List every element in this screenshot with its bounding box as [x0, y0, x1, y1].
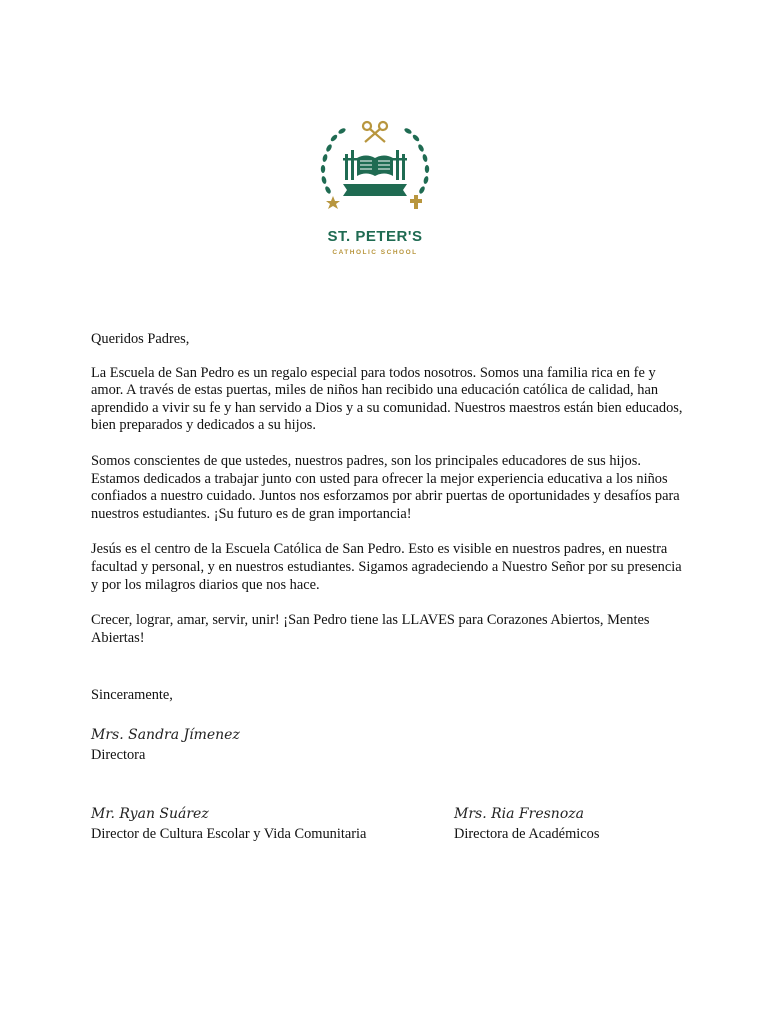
crest-icon [315, 118, 435, 228]
signature-culture-director [91, 806, 366, 843]
closing: Sinceramente, [91, 687, 173, 703]
signature-academics-director [454, 806, 599, 843]
school-name: ST. PETER'S [327, 228, 423, 245]
paragraph-4: Crecer, lograr, amar, servir, unir! ¡San Pedro tiene las LLAVES para Corazones Abiertos, Mentes Abiertas! [91, 612, 650, 646]
signature-title: Directora [91, 747, 146, 763]
paragraph-2: Somos conscientes de que ustedes, nuestros padres, son los principales educadores de sus hijos. Estamos dedicados a trabajar junto con usted para ofrecer la mejor experiencia educativa a los niños confiados a nuestro cuidado. Juntos nos esforzamos por abrir puertas de oportunidades y desafíos para nuestros estudiantes. ¡Su futuro es de gran importancia! [91, 452, 680, 522]
signature-title: Director de Cultura Escolar y Vida Comunitaria [91, 826, 367, 842]
letter-body [91, 331, 691, 665]
signature-principal [91, 727, 240, 764]
school-subtitle: CATHOLIC SCHOOL [332, 249, 418, 256]
signature-title: Directora de Académicos [454, 826, 600, 842]
paragraph-3: Jesús es el centro de la Escuela Católica de San Pedro. Esto es visible en nuestros padres, en nuestra facultad y personal, y en nuestros estudiantes. Sigamos agradeciendo a Nuestro Señor por su presencia y por los milagros diarios que nos hace. [91, 541, 682, 593]
signature-name: Mr. Ryan Suárez [91, 806, 209, 822]
salutation: Queridos Padres, [91, 331, 190, 347]
signature-name: Mrs. Sandra Jímenez [91, 727, 240, 743]
signature-name: Mrs. Ria Fresnoza [454, 806, 584, 822]
paragraph-1: La Escuela de San Pedro es un regalo especial para todos nosotros. Somos una familia rica en fe y amor. A través de estas puertas, miles de niños han recibido una educación católica de calidad, han aprendido a vivir su fe y han servido a Dios y a su comunidad. Nuestros maestros están bien educados, bien preparados y dedicados a su hijos. [91, 364, 683, 434]
